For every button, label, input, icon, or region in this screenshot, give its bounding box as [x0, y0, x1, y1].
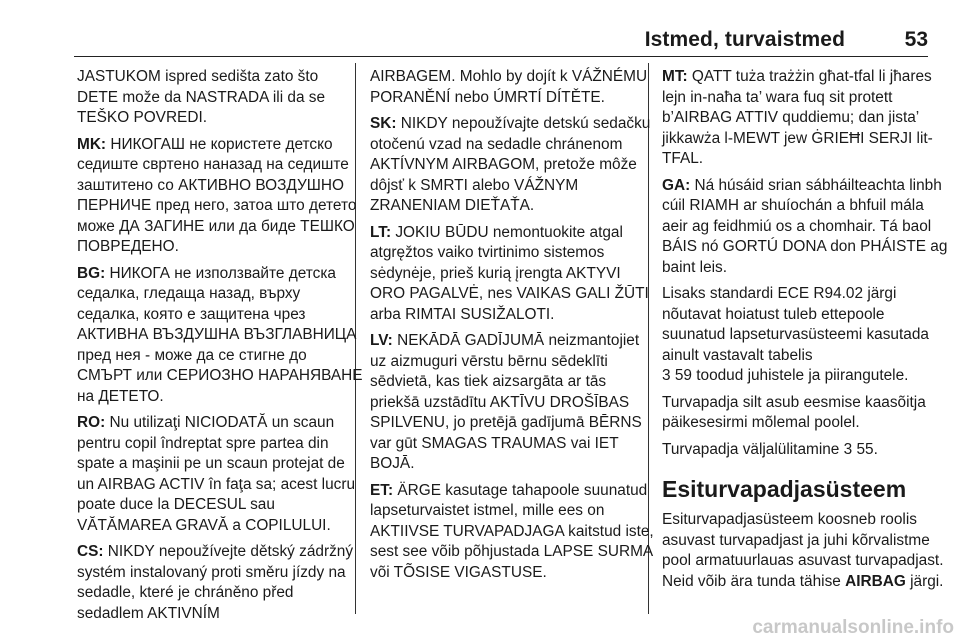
- header-rule: [74, 56, 928, 57]
- watermark: carmanualsonline.info: [752, 617, 954, 638]
- airbag-label: AIRBAG: [845, 572, 906, 590]
- paragraph: [662, 284, 948, 366]
- paragraph-text: NIKDY nepoužívajte detskú sedačku otočenú vzad na sedadle chránenom AKTÍVNYM AIRBAGOM, pretože môže dôjsť k SMRTI alebo VÁŽNYM ZRANENIAM DIEŤAŤA.: [370, 115, 651, 214]
- paragraph-text: NIKDY nepoužívejte dětský zádržný systém instalovaný proti směru jízdy na sedadle, které je chráněno před sedadlem AKTIVNÍM: [77, 543, 354, 622]
- paragraph-text: QATT tuża trażżin għat-tfal li jħares lejn in-naħa ta’ wara fuq sit protett b’AIRBAG ATTIV quddiemu; dan jista’ jikkawża l-MEWT jew ĠRIEĦI SERJI lit-TFAL.: [662, 68, 933, 167]
- paragraph: [662, 510, 948, 592]
- paragraph: [370, 67, 656, 108]
- paragraph-text: НИКОГА не използвайте детска седалка, гледаща назад, върху седалка, която е защитена чрез АКТИВНА ВЪЗДУШНА ВЪЗГЛАВНИЦА пред нея - може да се стигне до СМЪРТ или СЕРИОЗНО НАРАНЯВАНЕ на ДЕТЕТО.: [77, 264, 363, 405]
- column-1: [77, 67, 363, 630]
- column-2: [370, 67, 656, 589]
- language-label: SK:: [370, 115, 397, 132]
- language-label: ET:: [370, 481, 394, 499]
- paragraph-text: Turvapadja väljalülitamine 3 55.: [662, 440, 878, 458]
- language-label: LT:: [370, 223, 392, 241]
- paragraph-text: JOKIU BŪDU nemontuokite atgal atgręžtos vaiko tvirtinimo sistemos sėdynėje, prieš kurią įrengta AKTYVI ORO PAGALVĖ, nes VAIKAS GALI ŽŪTI arba RIMTAI SUSIŽALOTI.: [370, 223, 649, 323]
- paragraph-text: 3 59 toodud juhistele ja piirangutele.: [662, 367, 909, 384]
- paragraph-text: Lisaks standardi ECE R94.02 järgi nõutavat hoiatust tuleb ettepoole suunatud lapseturvasüsteemi kasutada ainult vastavalt tabelis: [662, 285, 929, 364]
- paragraph-text: AIRBAGEM. Mohlo by dojít k VÁŽNÉMU PORANĚNÍ nebo ÚMRTÍ DÍTĚTE.: [370, 68, 648, 106]
- paragraph: [77, 67, 363, 129]
- paragraph: [77, 542, 363, 624]
- paragraph-text: Turvapadja silt asub eesmise kaasõitja päikesesirmi mõlemal poolel.: [662, 393, 926, 431]
- page-header: [0, 0, 960, 56]
- paragraph-text: НИКОГАШ не користете детско седиште свртено наназад на седиште заштитено со АКТИВНО ВОЗДУШНО ПЕРНИЧЕ пред него, затоа што детето може ДА ЗАГИНЕ или да биде ТЕШКО ПОВРЕДЕНО.: [77, 135, 357, 255]
- paragraph-text: NEKĀDĀ GADĪJUMĀ neizmantojiet uz aizmuguri vērstu bērnu sēdeklīti sēdvietā, kas tiek aizsargāta ar tās priekšā uzstādītu AKTĪVU DROŠĪBAS SPILVENU, jo pretējā gadījumā BĒRNS var gūt SMAGAS TRAUMAS vai IET BOJĀ.: [370, 332, 642, 472]
- paragraph: [370, 481, 656, 584]
- paragraph: [370, 331, 656, 475]
- language-label: MK:: [77, 135, 107, 153]
- paragraph-text: järgi.: [905, 572, 944, 590]
- paragraph-text: Ná húsáid srian sábháilteachta linbh cúil RIAMH ar shuíochán a bhfuil mála aeir ag feidhmiú os a chomhair. Tá baol BÁIS nó GORTÚ DONA don PHÁISTE ag baint leis.: [662, 176, 948, 276]
- paragraph: [662, 440, 948, 461]
- paragraph: [370, 114, 656, 217]
- paragraph-text: JASTUKOM ispred sedišta zato što DETE može da NASTRADA ili da se TEŠKO POVREDI.: [77, 68, 326, 126]
- paragraph: [77, 135, 363, 258]
- language-label: LV:: [370, 332, 393, 349]
- paragraph: [662, 393, 948, 434]
- paragraph-text: ÄRGE kasutage tahapoole suunatud lapseturvaistet istmel, mille ees on AKTIIVSE TURVAPADJAGA kaitstud iste, sest see võib põhjustada LAPSE SURMA või TÕSISE VIGASTUSE.: [370, 481, 654, 581]
- language-label: BG:: [77, 264, 106, 282]
- paragraph: [662, 366, 948, 387]
- page-number: 53: [904, 28, 928, 51]
- column-3: [662, 67, 948, 598]
- language-label: GA:: [662, 176, 691, 194]
- paragraph: [662, 67, 948, 170]
- language-label: RO:: [77, 414, 106, 431]
- language-label: CS:: [77, 543, 104, 560]
- paragraph: [77, 264, 363, 408]
- paragraph: [77, 413, 363, 536]
- section-title: Istmed, turvaistmed: [644, 28, 845, 51]
- paragraph-text: Esiturvapadjasüsteem koosneb roolis asuvast turvapadjast ja juhi kõrvalistme pool armatuurlauas asuvast turvapadjast. Neid võib ära tunda tähise: [662, 511, 944, 590]
- paragraph: [662, 176, 948, 279]
- section-heading: Esiturvapadjasüsteem: [662, 476, 907, 502]
- language-label: MT:: [662, 68, 688, 85]
- paragraph: [370, 223, 656, 326]
- paragraph-text: Nu utilizaţi NICIODATĂ un scaun pentru copil îndreptat spre partea din spate a maşinii pe un scaun protejat de un AIRBAG ACTIV în faţa sa; acest lucru poate duce la DECESUL sau VĂTĂMAREA GRAVĂ a COPILULUI.: [77, 414, 356, 534]
